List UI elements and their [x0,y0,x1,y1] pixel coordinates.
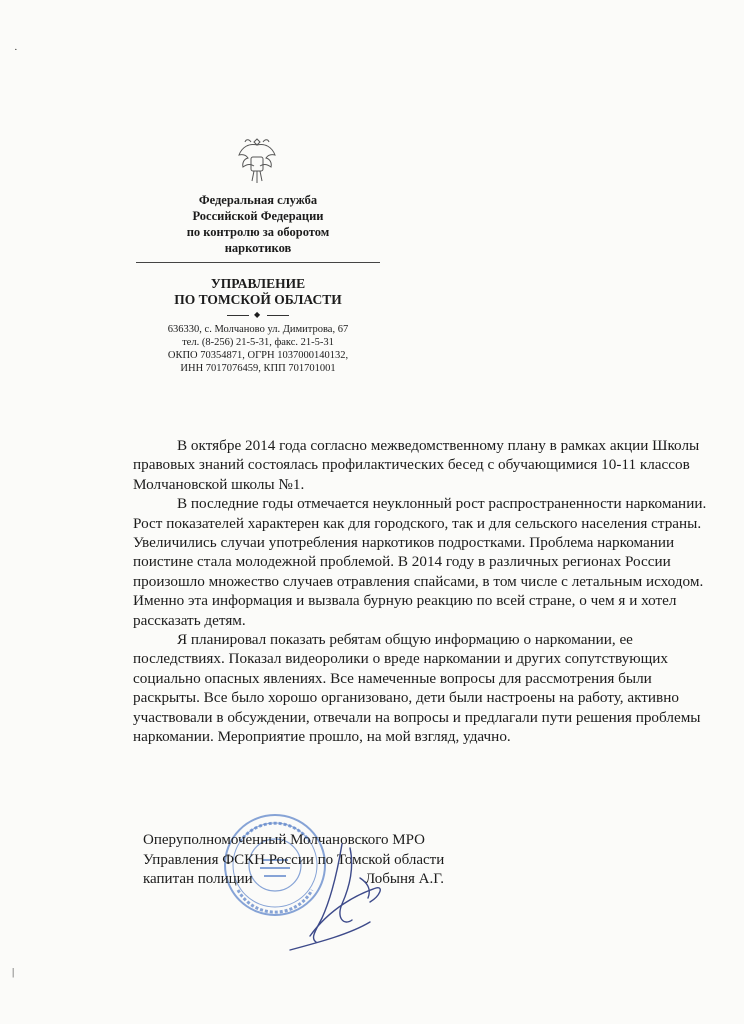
handwritten-signature [280,838,430,956]
contact-line: ОКПО 70354871, ОГРН 1037000140132, [167,350,349,361]
scan-mark: | [12,966,15,978]
agency-name [130,192,386,256]
contact-line: 636330, с. Молчаново ул. Димитрова, 67 [167,324,349,335]
department-line: ПО ТОМСКОЙ ОБЛАСТИ [174,292,342,307]
body-paragraph: Я планировал показать ребятам общую информацию о наркомании, ее последствиях. Показал видеоролики о вреде наркомании и других сопутствующих социально опасных явлениях. Все намеченные вопросы для рассмотрения были раскрыты. Все было хорошо организовано, дети были настроены на работу, активно участвовали в обсуждении, отвечали на вопросы и предлагали пути решения проблемы наркомании. Мероприятие прошло, на мой взгляд, удачно. [133,631,701,746]
body-paragraph: В последние годы отмечается неуклонный рост распространенности наркомании. Рост показателей характерен как для городского, так и для сельского населения страны. Увеличились случаи употребления наркотиков подростками. Проблема наркомании поистине стала молодежной проблемой. В 2014 году в различных регионах России произошло множество случаев отравления спайсами, в том числе с летальным исходом. Именно эта информация и вызвала бурную реакцию по всей стране, о чем я и хотел рассказать детям. [133,495,707,629]
scan-mark: · [14,44,18,56]
department-line: УПРАВЛЕНИЕ [210,276,306,291]
agency-line: по контролю за оборотом [186,225,330,239]
body-paragraph: В октябре 2014 года согласно межведомственному плану в рамках акции Школы правовых знаний состоялась профилактических бесед с обучающимися 10-11 классов Молчановской школы №1. [133,437,700,493]
letterhead-rule [136,262,380,263]
agency-line: наркотиков [224,241,292,255]
ornament-divider: ◆ [227,310,289,320]
signer-rank: капитан полиции [143,871,253,887]
contact-line: ИНН 7017076459, КПП 701701001 [180,363,336,374]
signer-department: Управления ФСКН России по Томской области [143,851,445,868]
contact-line: тел. (8-256) 21-5-31, факс. 21-5-31 [182,337,334,348]
signer-position: Оперуполномоченный Молчановского МРО [143,832,425,848]
agency-line: Российской Федерации [192,209,324,223]
contact-details [130,323,386,375]
letter-body [133,436,715,747]
coat-of-arms-icon [234,133,280,189]
letterhead [130,192,386,375]
department-name [130,276,386,308]
signer-name: Лобыня А.Г. [365,871,444,887]
agency-line: Федеральная служба [198,193,318,207]
